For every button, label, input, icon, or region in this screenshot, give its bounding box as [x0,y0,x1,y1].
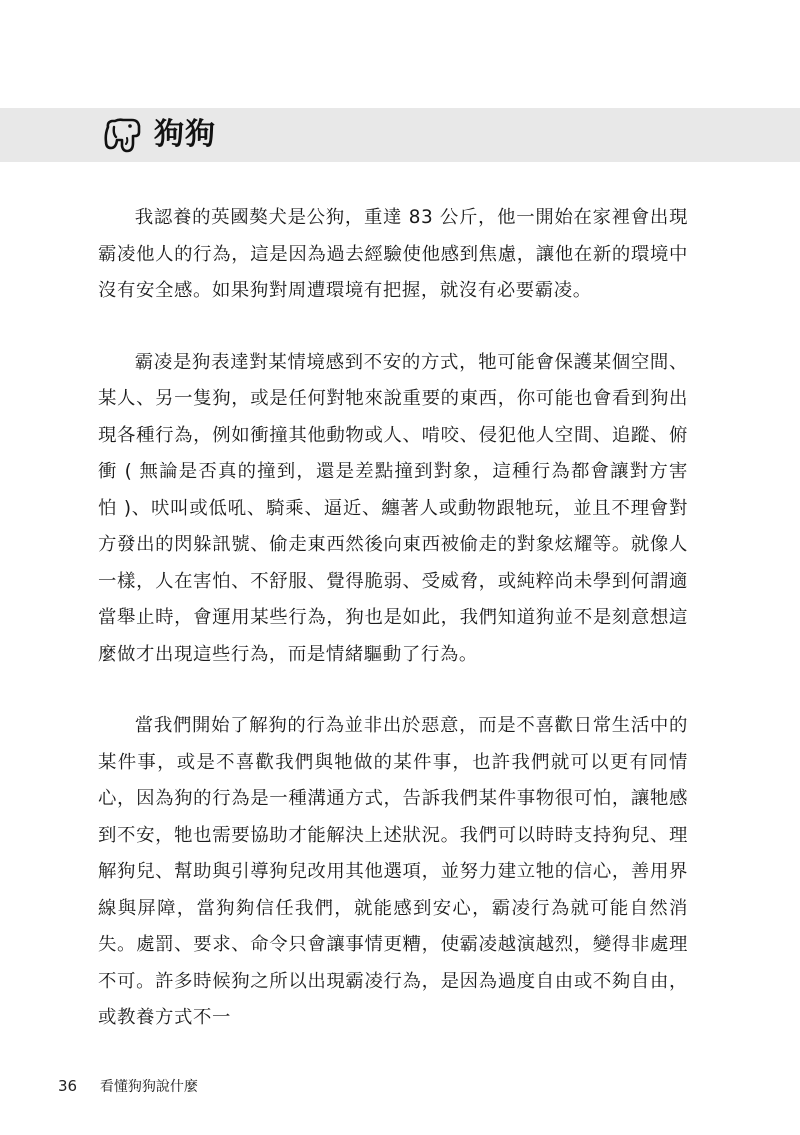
section-title: 狗狗 [154,117,216,152]
paragraph-2: 霸凌是狗表達對某情境感到不安的方式，牠可能會保護某個空間、某人、另一隻狗，或是任何對牠來說重要的東西，你可能也會看到狗出現各種行為，例如衝撞其他動物或人、啃咬、侵犯他人空間、追蹤、俯衝 ( 無論是否真的撞到，還是差點撞到對象，這種行為都會讓對方害怕 )、吠叫或低吼、騎乘、逼近、纏著人或動物跟牠玩，並且不理會對方發出的閃躲訊號、偷走東西然後向東西被偷走的對象炫耀等。就像人一樣，人在害怕、不舒服、覺得脆弱、受威脅，或純粹尚未學到何謂適當舉止時，會運用某些行為，狗也是如此，我們知道狗並不是刻意想這麼做才出現這些行為，而是情緒驅動了行為。 [98,351,688,665]
paragraph-3: 當我們開始了解狗的行為並非出於惡意，而是不喜歡日常生活中的某件事，或是不喜歡我們與牠做的某件事，也許我們就可以更有同情心，因為狗的行為是一種溝通方式，告訴我們某件事物很可怕，讓牠感到不安，牠也需要協助才能解決上述狀況。我們可以時時支持狗兒、理解狗兒、幫助與引導狗兒改用其他選項，並努力建立牠的信心，善用界線與屏障，當狗夠信任我們，就能感到安心，霸凌行為就可能自然消失。處罰、要求、命令只會讓事情更糟，使霸凌越演越烈，變得非處理不可。許多時候狗之所以出現霸凌行為，是因為過度自由或不夠自由，或教養方式不一 [98,715,688,1028]
page-footer [58,1076,198,1097]
book-title: 看懂狗狗說什麼 [99,1079,198,1095]
paragraph-1: 我認養的英國獒犬是公狗，重達 83 公斤，他一開始在家裡會出現霸凌他人的行為，這是因為過去經驗使他感到焦慮，讓他在新的環境中沒有安全感。如果狗對周遭環境有把握，就沒有必要霸凌。 [98,207,688,301]
dog-head-icon [102,118,144,154]
page-number: 36 [58,1077,78,1095]
body-text [98,200,688,1072]
section-header [0,108,800,162]
